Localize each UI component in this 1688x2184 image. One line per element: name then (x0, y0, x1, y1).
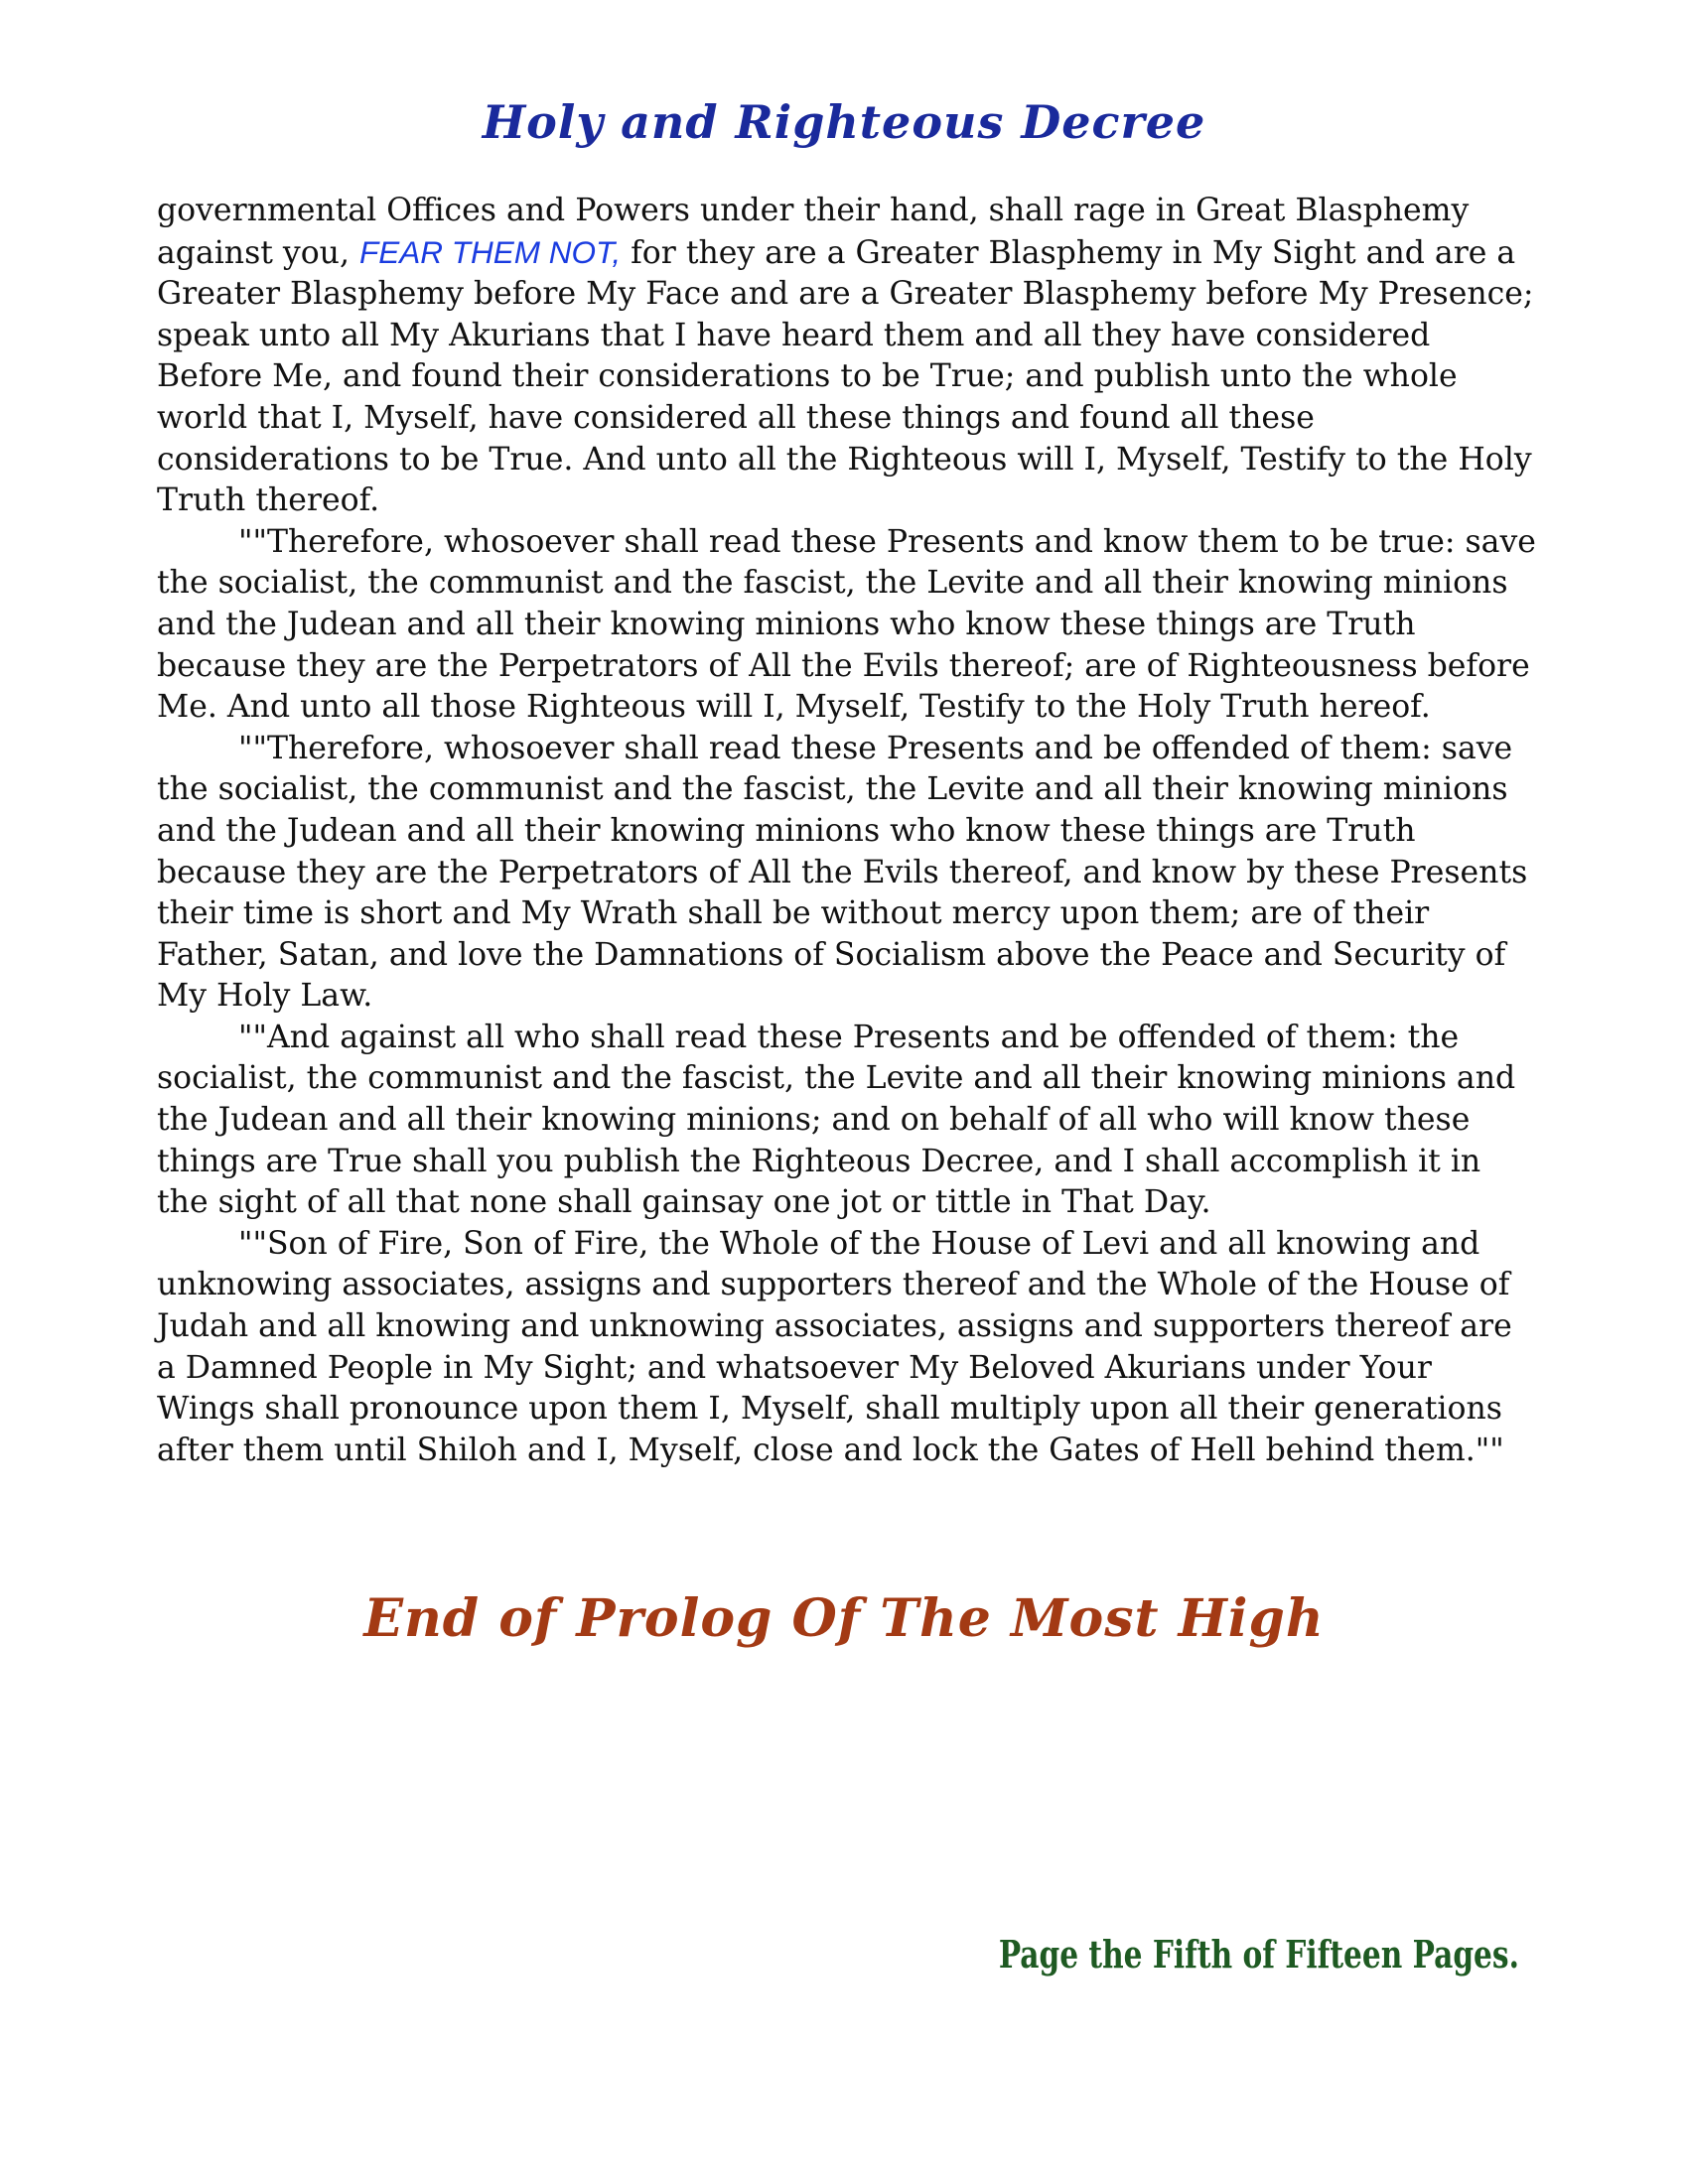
paragraph-1-text-start: governmental Offices and Powers under their hand, shall rage in Great Blasphemy against you, (157, 193, 1470, 271)
decree-body (157, 191, 1537, 1471)
fear-them-not-emphasis: FEAR THEM NOT, (359, 233, 622, 270)
page-header-title: Holy and Righteous Decree (482, 95, 1206, 149)
paragraph-3: ""Therefore, whosoever shall read these Presents and be offended of them: save the socialist, the communist and the fascist, the Levite and all their knowing minions and the Judean and all their knowing minions who know these things are Truth because they are the Perpetrators of All the Evils thereof, and know by these Presents their time is short and My Wrath shall be without mercy upon them; are of their Father, Satan, and love the Damnations of Socialism above the Peace and Security of My Holy Law. (157, 730, 1528, 1015)
closing-title: End of Prolog Of The Most High (363, 1588, 1325, 1649)
paragraph-2: ""Therefore, whosoever shall read these Presents and know them to be true: save the socialist, the communist and the fascist, the Levite and all their knowing minions and the Judean and all their knowing minions who know these things are Truth because they are the Perpetrators of All the Evils thereof; are of Righteousness before Me. And unto all those Righteous will I, Myself, Testify to the Holy Truth hereof. (157, 523, 1536, 726)
page-number-footer: Page the Fifth of Fifteen Pages. (998, 1932, 1519, 1977)
paragraph-1-text-end: for they are a Greater Blasphemy in My Sight and are a Greater Blasphemy before My Face and are a Greater Blasphemy before My Presence; speak unto all My Akurians that I have heard them and all they have considered Before Me, and found their considerations to be True; and publish unto the whole world that I, Myself, have considered all these things and found all these considerations to be True. And unto all the Righteous will I, Myself, Testify to the Holy Truth thereof. (157, 234, 1534, 519)
paragraph-1 (157, 191, 1537, 522)
paragraph-4: ""And against all who shall read these Presents and be offended of them: the socialist, the communist and the fascist, the Levite and all their knowing minions and the Judean and all their knowing minions; and on behalf of all who will know these things are True shall you publish the Righteous Decree, and I shall accomplish it in the sight of all that none shall gainsay one jot or tittle in That Day. (157, 1019, 1516, 1221)
paragraph-5: ""Son of Fire, Son of Fire, the Whole of the House of Levi and all knowing and unknowing associates, assigns and supporters thereof and the Whole of the House of Judah and all knowing and unknowing associates, assigns and supporters thereof are a Damned People in My Sight; and whatsoever My Beloved Akurians under Your Wings shall pronounce upon them I, Myself, shall multiply upon all their generations after them until Shiloh and I, Myself, close and lock the Gates of Hell behind them."" (157, 1225, 1512, 1468)
